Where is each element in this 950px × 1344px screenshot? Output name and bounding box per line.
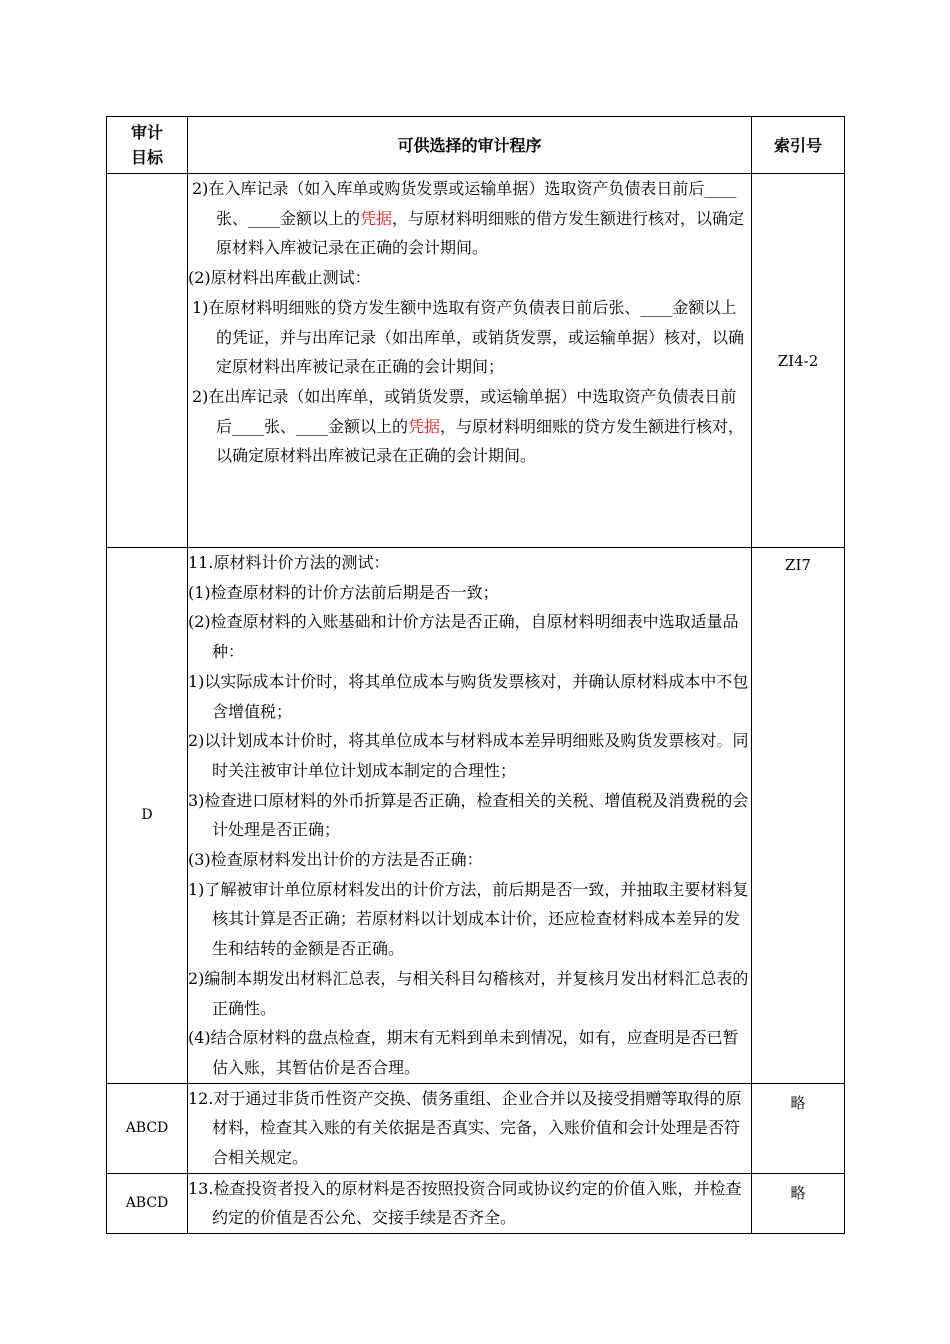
table-header-row	[107, 117, 845, 174]
procedure-cell	[188, 548, 752, 1084]
procedure-item: 2)在出库记录（如出库单，或销货发票，或运输单据）中选取资产负债表日前后____张、____金额以上的凭据，与原材料明细账的贷方发生额进行核对，以确定原材料出库被记录在正确的会计期间。	[192, 386, 745, 466]
procedure-item: 13.检查投资者投入的原材料是否按照投资合同或协议约定的价值入账，并检查约定的价值是否公允、交接手续是否齐全。	[188, 1178, 742, 1228]
header-audit-goal-line1: 审计	[130, 123, 163, 142]
procedure-cell	[188, 174, 752, 548]
procedure-item: 1)以实际成本计价时，将其单位成本与购货发票核对，并确认原材料成本中不包含增值税；	[188, 671, 749, 721]
procedure-item: 2)在入库记录（如入库单或购货发票或运输单据）选取资产负债表日前后____张、____金额以上的凭据，与原材料明细账的借方发生额进行核对，以确定原材料入库被记录在正确的会计期间。	[192, 179, 745, 258]
table-row	[107, 1173, 845, 1233]
audit-goal-cell: ABCD	[107, 1173, 188, 1233]
highlight-text: 凭据	[408, 416, 441, 436]
header-procedure: 可供选择的审计程序	[188, 117, 752, 174]
procedure-item: (4)结合原材料的盘点检查，期末有无料到单未到情况，如有，应查明是否已暂估入账，其暂估价是否合理。	[188, 1028, 739, 1077]
header-index-number: 索引号	[752, 117, 845, 174]
procedure-item: 2)编制本期发出材料汇总表，与相关科目勾稽核对，并复核月发出材料汇总表的正确性。	[188, 968, 749, 1018]
index-number-cell: ZI7	[752, 548, 845, 1084]
header-audit-goal	[107, 117, 188, 174]
procedure-item: 1)在原材料明细账的贷方发生额中选取有资产负债表日前后张、____金额以上的凭证，并与出库记录（如出库单，或销货发票，或运输单据）核对，以确定原材料出库被记录在正确的会计期间；	[192, 297, 745, 377]
table-row	[107, 548, 845, 1084]
table-row	[107, 174, 845, 548]
highlight-text: 。	[716, 731, 733, 751]
audit-goal-cell: D	[107, 548, 188, 1084]
procedure-item: 12.对于通过非货币性资产交换、债务重组、企业合并以及接受捐赠等取得的原材料，检查其入账的有关依据是否真实、完备，入账价值和会计处理是否符合相关规定。	[188, 1088, 742, 1168]
procedure-item: (2)检查原材料的入账基础和计价方法是否正确，自原材料明细表中选取适量品种：	[188, 612, 739, 662]
procedure-cell	[188, 1173, 752, 1233]
procedure-item: 2)以计划成本计价时，将其单位成本与材料成本差异明细账及购货发票核对。同时关注被审计单位计划成本制定的合理性；	[188, 731, 749, 780]
index-number-cell: 略	[752, 1173, 845, 1233]
index-number-cell: 略	[752, 1083, 845, 1173]
procedure-item: (1)检查原材料的计价方法前后期是否一致；	[188, 582, 499, 602]
highlight-text: 凭据	[360, 208, 393, 228]
audit-goal-cell	[107, 174, 188, 548]
procedure-item: 3)检查进口原材料的外币折算是否正确，检查相关的关税、增值税及消费税的会计处理是否正确；	[188, 790, 749, 840]
table-row	[107, 1083, 845, 1173]
procedure-item: 1)了解被审计单位原材料发出的计价方法，前后期是否一致，并抽取主要材料复核其计算是否正确；若原材料以计划成本计价，还应检查材料成本差异的发生和结转的金额是否正确。	[188, 879, 749, 959]
procedure-cell	[188, 1083, 752, 1173]
procedure-item: (3)检查原材料发出计价的方法是否正确：	[188, 850, 483, 870]
audit-goal-cell: ABCD	[107, 1083, 188, 1173]
audit-procedure-table	[106, 116, 845, 1234]
header-audit-goal-line2: 目标	[130, 148, 163, 167]
index-number-cell: ZI4-2	[752, 174, 845, 548]
procedure-item: (2)原材料出库截止测试：	[188, 268, 371, 288]
procedure-item: 11.原材料计价方法的测试：	[188, 553, 390, 572]
